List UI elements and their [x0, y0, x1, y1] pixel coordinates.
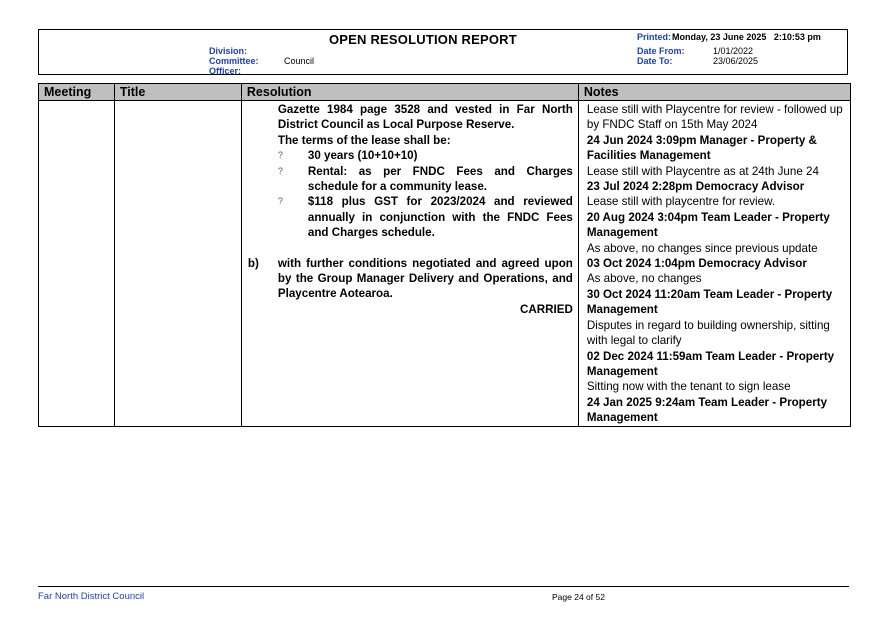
missing-glyph-icon: ?	[277, 165, 283, 176]
table-row	[39, 101, 851, 427]
bullet-text: 30 years (10+10+10)	[307, 149, 418, 163]
resolution-table	[38, 83, 851, 427]
page-number: Page 24 of 52	[552, 592, 605, 602]
note-heading: 30 Oct 2024 11:20am Team Leader - Property Management	[586, 287, 833, 317]
committee-label: Committee:	[209, 56, 259, 66]
bullet-text: Rental: as per FNDC Fees and Charges schedule for a community lease.	[307, 164, 573, 194]
column-header-notes: Notes	[578, 84, 850, 101]
missing-glyph-icon: ?	[277, 196, 283, 207]
resolution-bullet	[248, 164, 573, 195]
column-header-resolution: Resolution	[241, 84, 578, 101]
footer-organisation: Far North District Council	[38, 591, 145, 602]
note-text: Lease still with Playcentre as at 24th June 24	[586, 164, 819, 178]
resolution-intro: Gazette 1984 page 3528 and vested in Far North District Council as Local Purpose Reserve.	[277, 103, 573, 132]
column-header-meeting: Meeting	[39, 84, 115, 101]
printed-value: Monday, 23 June 2025 2:10:53 pm	[672, 32, 821, 42]
date-from-label: Date From:	[637, 46, 685, 56]
note-heading: 23 Jul 2024 2:28pm Democracy Advisor	[586, 180, 805, 194]
column-header-title: Title	[114, 84, 241, 101]
note-heading: 02 Dec 2024 11:59am Team Leader - Property Management	[586, 349, 835, 378]
date-to-value: 23/06/2025	[713, 56, 759, 66]
date-to-label: Date To:	[637, 56, 673, 66]
title-cell	[114, 101, 241, 427]
report-header	[38, 29, 848, 75]
committee-value: Council	[284, 56, 315, 66]
note-text: Disputes in regard to building ownership, sitting with legal to clarify	[586, 318, 830, 348]
notes-cell	[578, 101, 850, 427]
note-heading: 03 Oct 2024 1:04pm Democracy Advisor	[586, 257, 807, 271]
resolution-bullet	[248, 194, 573, 240]
note-heading: 20 Aug 2024 3:04pm Team Leader - Property Management	[586, 210, 830, 240]
division-label: Division:	[209, 46, 248, 56]
footer-divider	[38, 586, 849, 587]
point-label: b)	[247, 256, 259, 270]
bullet-text: $118 plus GST for 2023/2024 and reviewed annually in conjunction with the FNDC Fees and Charges schedule.	[307, 195, 573, 240]
printed-label: Printed:	[637, 32, 672, 42]
date-from-value: 1/01/2022	[713, 46, 754, 56]
note-text: Lease still with Playcentre for review - followed up by FNDC Staff on 15th May 2024	[586, 103, 843, 132]
note-text: Lease still with playcentre for review.	[586, 195, 776, 209]
note-text: Sitting now with the tenant to sign lease	[586, 380, 791, 394]
table-header-row	[39, 84, 851, 101]
note-heading: 24 Jan 2025 9:24am Team Leader - Property Management	[586, 395, 828, 425]
resolution-terms-heading: The terms of the lease shall be:	[277, 133, 451, 147]
note-text: As above, no changes	[586, 272, 702, 286]
note-text: As above, no changes since previous update	[586, 241, 818, 255]
resolution-point-b	[248, 256, 573, 302]
missing-glyph-icon: ?	[277, 150, 283, 161]
point-text: with further conditions negotiated and agreed upon by the Group Manager Delivery and Operations, and Playcentre Aotearoa.	[277, 256, 573, 301]
note-heading: 24 Jun 2024 3:09pm Manager - Property & Facilities Management	[586, 133, 817, 163]
meeting-cell	[39, 101, 115, 427]
resolution-bullet	[248, 148, 573, 163]
report-title: OPEN RESOLUTION REPORT	[329, 32, 517, 47]
carried-label: CARRIED	[520, 302, 573, 316]
resolution-cell	[241, 101, 578, 427]
officer-label: Officer:	[209, 66, 242, 76]
